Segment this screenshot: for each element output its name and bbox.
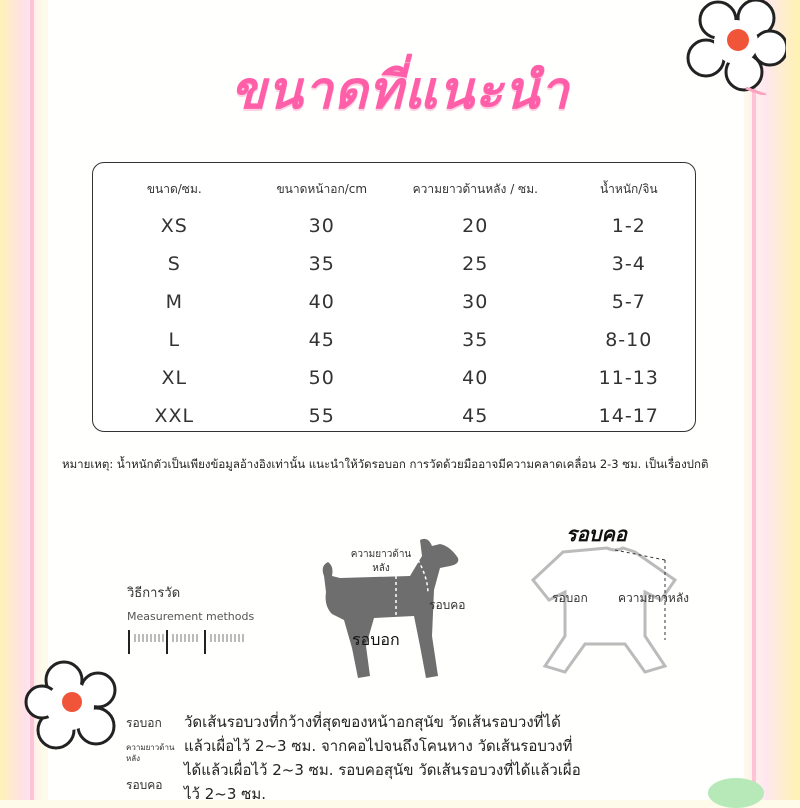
header-back-length: ความยาวด้านหลัง / ซม. — [412, 181, 538, 196]
header-weight: น้ำหนัก/จิน — [599, 181, 658, 196]
cell-chest: 35 — [308, 253, 335, 275]
cell-weight: 1-2 — [611, 215, 646, 237]
shirt-length-label: ความยาวหลัง — [618, 591, 690, 605]
cell-weight: 11-13 — [598, 367, 659, 389]
green-leaf-corner — [708, 778, 764, 808]
page-title: ขนาดที่แนะนำ — [230, 61, 570, 121]
dog-back-length-label: ความยาวด้านหลัง — [350, 549, 412, 574]
cell-chest: 30 — [308, 215, 335, 237]
cell-chest: 55 — [308, 405, 335, 427]
method-label: วิธีการวัด — [127, 586, 181, 601]
table-row — [93, 207, 695, 245]
table-row — [93, 397, 695, 435]
cell-back-length: 45 — [462, 405, 489, 427]
cell-size: M — [165, 291, 183, 313]
dog-chest-label: รอบอก — [352, 630, 400, 649]
ruler-icon — [127, 628, 247, 656]
shirt-neck-title: รอบคอ — [566, 522, 627, 546]
table-row — [93, 245, 695, 283]
dog-neck-label: รอบคอ — [429, 598, 466, 612]
cell-chest: 50 — [308, 367, 335, 389]
cell-back-length: 40 — [462, 367, 489, 389]
cell-weight: 14-17 — [598, 405, 659, 427]
header-size: ขนาด/ซม. — [146, 181, 202, 196]
header-chest: ขนาดหน้าอก/cm — [276, 181, 368, 196]
size-table — [93, 171, 695, 435]
method-label-en: Measurement methods — [127, 610, 255, 623]
table-row — [93, 283, 695, 321]
cell-chest: 40 — [308, 291, 335, 313]
definitions-text: วัดเส้นรอบวงที่กว้างที่สุดของหน้าอกสุนัข วัดเส้นรอบวงที่ได้แล้วเผื่อไว้ 2~3 ซม. จากคอไปจนถึงโคนหาง วัดเส้นรอบวงที่ได้แล้วเผื่อไว้ 2~3 ซม. รอบคอสุนัข วัดเส้นรอบวงที่ได้แล้วเผื่อไว้ 2~3 ซม. — [184, 713, 581, 803]
def-term-back-length: ความยาวด้านหลัง — [126, 743, 175, 763]
table-row — [93, 359, 695, 397]
cell-back-length: 30 — [462, 291, 489, 313]
cell-size: XL — [161, 367, 188, 389]
def-term-chest: รอบอก — [126, 716, 162, 730]
cell-weight: 8-10 — [605, 329, 653, 351]
cell-back-length: 35 — [462, 329, 489, 351]
cell-weight: 5-7 — [611, 291, 646, 313]
table-row — [93, 321, 695, 359]
cell-size: L — [168, 329, 181, 351]
cell-size: XS — [160, 215, 188, 237]
footnote: หมายเหตุ: น้ำหนักตัวเป็นเพียงข้อมูลอ้างอิงเท่านั้น แนะนำให้วัดรอบอก การวัดด้วยมืออาจมีความคลาดเคลื่อน 2-3 ซม. เป็นเรื่องปกติ — [62, 457, 709, 471]
cell-weight: 3-4 — [611, 253, 646, 275]
flower-bottom-left-icon — [24, 660, 124, 752]
shirt-chest-label: รอบอก — [552, 591, 588, 605]
dog-shirt-diagram-icon — [525, 540, 705, 680]
cell-chest: 45 — [308, 329, 335, 351]
def-term-neck: รอบคอ — [126, 778, 163, 792]
cell-size: XXL — [154, 405, 195, 427]
cell-back-length: 25 — [462, 253, 489, 275]
size-table-box — [92, 162, 696, 432]
table-header-row — [93, 171, 695, 207]
cell-back-length: 20 — [462, 215, 489, 237]
cell-size: S — [167, 253, 181, 275]
